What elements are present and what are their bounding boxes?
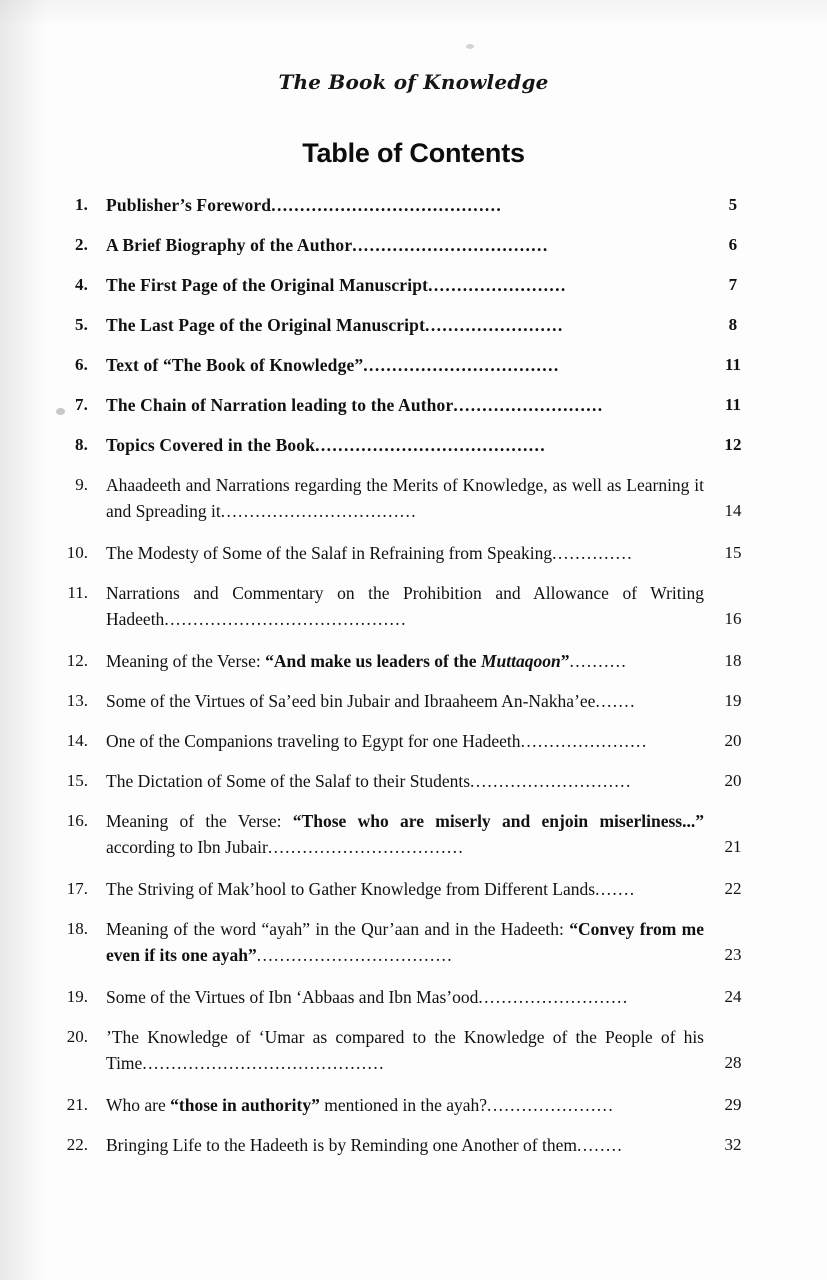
toc-entry-number: 2. <box>74 235 88 254</box>
toc-entry-number: 22. <box>66 1135 88 1154</box>
toc-entry-page: 5 <box>728 195 738 214</box>
scan-shadow-top <box>0 0 827 26</box>
toc-entry-page: 15 <box>724 543 742 562</box>
toc-entry-title: Some of the Virtues of Ibn ‘Abbaas and Ibn Mas’ood.......................... <box>106 987 629 1007</box>
toc-entry-number: 4. <box>74 275 88 294</box>
toc-entry-title: Topics Covered in the Book........................................ <box>106 435 547 455</box>
toc-entry-number: 7. <box>74 395 88 414</box>
leader-dots: ........................ <box>428 275 567 295</box>
toc-entry[interactable] <box>62 1132 762 1158</box>
toc-entry[interactable] <box>62 1092 762 1118</box>
toc-title-term: Muttaqoon <box>480 651 561 671</box>
leader-dots: .......................................... <box>164 609 407 629</box>
toc-entry-number: 5. <box>74 315 88 334</box>
toc-entry-page: 16 <box>724 609 742 628</box>
scan-speck <box>466 44 474 49</box>
toc-entry-title: Some of the Virtues of Sa’eed bin Jubair and Ibraaheem An-Nakha’ee....... <box>106 691 636 711</box>
toc-entry-page: 7 <box>728 275 738 294</box>
toc-entry[interactable] <box>62 580 762 632</box>
scan-shadow-left <box>0 0 46 1280</box>
toc-entry[interactable] <box>62 312 762 338</box>
toc-entry-number: 13. <box>66 691 88 710</box>
leader-dots: .................................. <box>267 837 465 857</box>
toc-entry-title: Bringing Life to the Hadeeth is by Reminding one Another of them........ <box>106 1135 624 1155</box>
toc-entry[interactable] <box>62 916 762 968</box>
toc-entry[interactable] <box>62 352 762 378</box>
leader-dots: ............................ <box>470 771 632 791</box>
toc-entry-page: 11 <box>724 395 742 414</box>
toc-entry[interactable] <box>62 432 762 458</box>
toc-entry-title: The Striving of Mak’hool to Gather Knowledge from Different Lands....... <box>106 879 636 899</box>
toc-entry-title: The Last Page of the Original Manuscript........................ <box>106 315 564 335</box>
leader-dots: ...................... <box>520 731 648 751</box>
leader-dots: ........ <box>576 1135 624 1155</box>
leader-dots: ........................ <box>425 315 564 335</box>
toc-entry[interactable] <box>62 272 762 298</box>
toc-entry-title: Meaning of the Verse: “And make us leaders of the Muttaqoon”.......... <box>106 651 628 671</box>
leader-dots: .......................... <box>453 395 604 415</box>
leader-dots: .............. <box>552 543 634 563</box>
toc-entry[interactable] <box>62 808 762 860</box>
toc-entry[interactable] <box>62 768 762 794</box>
toc-entry[interactable] <box>62 984 762 1010</box>
toc-entry-title: Narrations and Commentary on the Prohibition and Allowance of Writing Hadeeth.......................................... <box>106 583 704 629</box>
toc-entry-page: 32 <box>724 1135 742 1154</box>
toc-entry-title: Who are “those in authority” mentioned in the ayah?...................... <box>106 1095 615 1115</box>
toc-entry-page: 12 <box>724 435 742 454</box>
toc-entry-number: 8. <box>74 435 88 454</box>
toc-entry-title: One of the Companions traveling to Egypt for one Hadeeth...................... <box>106 731 648 751</box>
toc-title-quote: “And make us leaders of the <box>265 651 481 671</box>
toc-entry[interactable] <box>62 876 762 902</box>
toc-entry[interactable] <box>62 232 762 258</box>
toc-entry[interactable] <box>62 540 762 566</box>
leader-dots: .......................... <box>478 987 629 1007</box>
toc-entry-number: 12. <box>66 651 88 670</box>
toc-entry-number: 19. <box>66 987 88 1006</box>
toc-entry[interactable] <box>62 1024 762 1076</box>
toc-entry[interactable] <box>62 688 762 714</box>
toc-entry-number: 11. <box>67 583 88 602</box>
toc-entry-title: The Chain of Narration leading to the Author.......................... <box>106 395 604 415</box>
toc-entry-page: 6 <box>728 235 738 254</box>
leader-dots: .................................. <box>220 501 418 521</box>
toc-entry-number: 15. <box>66 771 88 790</box>
toc-entry-title: Meaning of the word “ayah” in the Qur’aan and in the Hadeeth: “Convey from me even if its one ayah”.................................. <box>106 919 704 965</box>
toc-title-quote: “Convey from me even if its one ayah” <box>106 919 704 965</box>
leader-dots: ....... <box>595 691 636 711</box>
leader-dots: ........................................ <box>315 435 547 455</box>
toc-entry-number: 10. <box>66 543 88 562</box>
toc-title-quote: “those in authority” <box>170 1095 320 1115</box>
toc-entry-page: 18 <box>724 651 742 670</box>
toc-entry-title: Publisher’s Foreword........................................ <box>106 195 503 215</box>
table-of-contents <box>62 192 762 1172</box>
leader-dots: .................................. <box>256 945 454 965</box>
toc-entry[interactable] <box>62 472 762 524</box>
toc-entry[interactable] <box>62 192 762 218</box>
toc-entry-page: 24 <box>724 987 742 1006</box>
toc-entry[interactable] <box>62 648 762 674</box>
toc-entry-title: Meaning of the Verse: “Those who are miserly and enjoin miserliness...” according to Ibn Jubair.................................. <box>106 811 704 857</box>
toc-entry-page: 14 <box>724 501 742 520</box>
running-head: The Book of Knowledge <box>278 70 549 94</box>
toc-entry-page: 29 <box>724 1095 742 1114</box>
toc-entry-number: 21. <box>66 1095 88 1114</box>
leader-dots: ........................................ <box>271 195 503 215</box>
toc-entry-number: 1. <box>74 195 88 214</box>
toc-entry-page: 22 <box>724 879 742 898</box>
toc-entry[interactable] <box>62 728 762 754</box>
toc-entry-number: 6. <box>74 355 88 374</box>
toc-entry-number: 16. <box>66 811 88 830</box>
toc-entry-title: A Brief Biography of the Author.................................. <box>106 235 549 255</box>
toc-entry-title: The First Page of the Original Manuscript........................ <box>106 275 567 295</box>
leader-dots: .......................................... <box>142 1053 385 1073</box>
leader-dots: ....... <box>595 879 636 899</box>
leader-dots: .......... <box>569 651 628 671</box>
toc-entry-page: 21 <box>724 837 742 856</box>
toc-entry-number: 9. <box>75 475 88 494</box>
toc-entry-number: 14. <box>66 731 88 750</box>
leader-dots: ...................... <box>487 1095 615 1115</box>
toc-entry-page: 23 <box>724 945 742 964</box>
toc-entry-number: 17. <box>66 879 88 898</box>
toc-title-quote: “Those who are miserly and enjoin miserliness...” <box>292 811 704 831</box>
toc-entry-page: 8 <box>728 315 738 334</box>
toc-entry-page: 28 <box>724 1053 742 1072</box>
toc-entry-title: Ahaadeeth and Narrations regarding the Merits of Knowledge, as well as Learning it and Spreading it.................................. <box>106 475 704 521</box>
leader-dots: .................................. <box>352 235 549 255</box>
toc-entry[interactable] <box>62 392 762 418</box>
toc-entry-page: 11 <box>724 355 742 374</box>
toc-entry-title: ’The Knowledge of ‘Umar as compared to the Knowledge of the People of his Time.......................................... <box>106 1027 704 1073</box>
toc-entry-page: 19 <box>724 691 742 710</box>
toc-entry-page: 20 <box>724 771 742 790</box>
page-title: Table of Contents <box>302 138 525 168</box>
toc-entry-number: 20. <box>66 1027 88 1046</box>
toc-entry-number: 18. <box>66 919 88 938</box>
toc-entry-title: Text of “The Book of Knowledge”.................................. <box>106 355 560 375</box>
leader-dots: .................................. <box>363 355 560 375</box>
toc-entry-title: The Dictation of Some of the Salaf to their Students............................ <box>106 771 632 791</box>
toc-entry-page: 20 <box>724 731 742 750</box>
toc-entry-title: The Modesty of Some of the Salaf in Refraining from Speaking.............. <box>106 543 634 563</box>
